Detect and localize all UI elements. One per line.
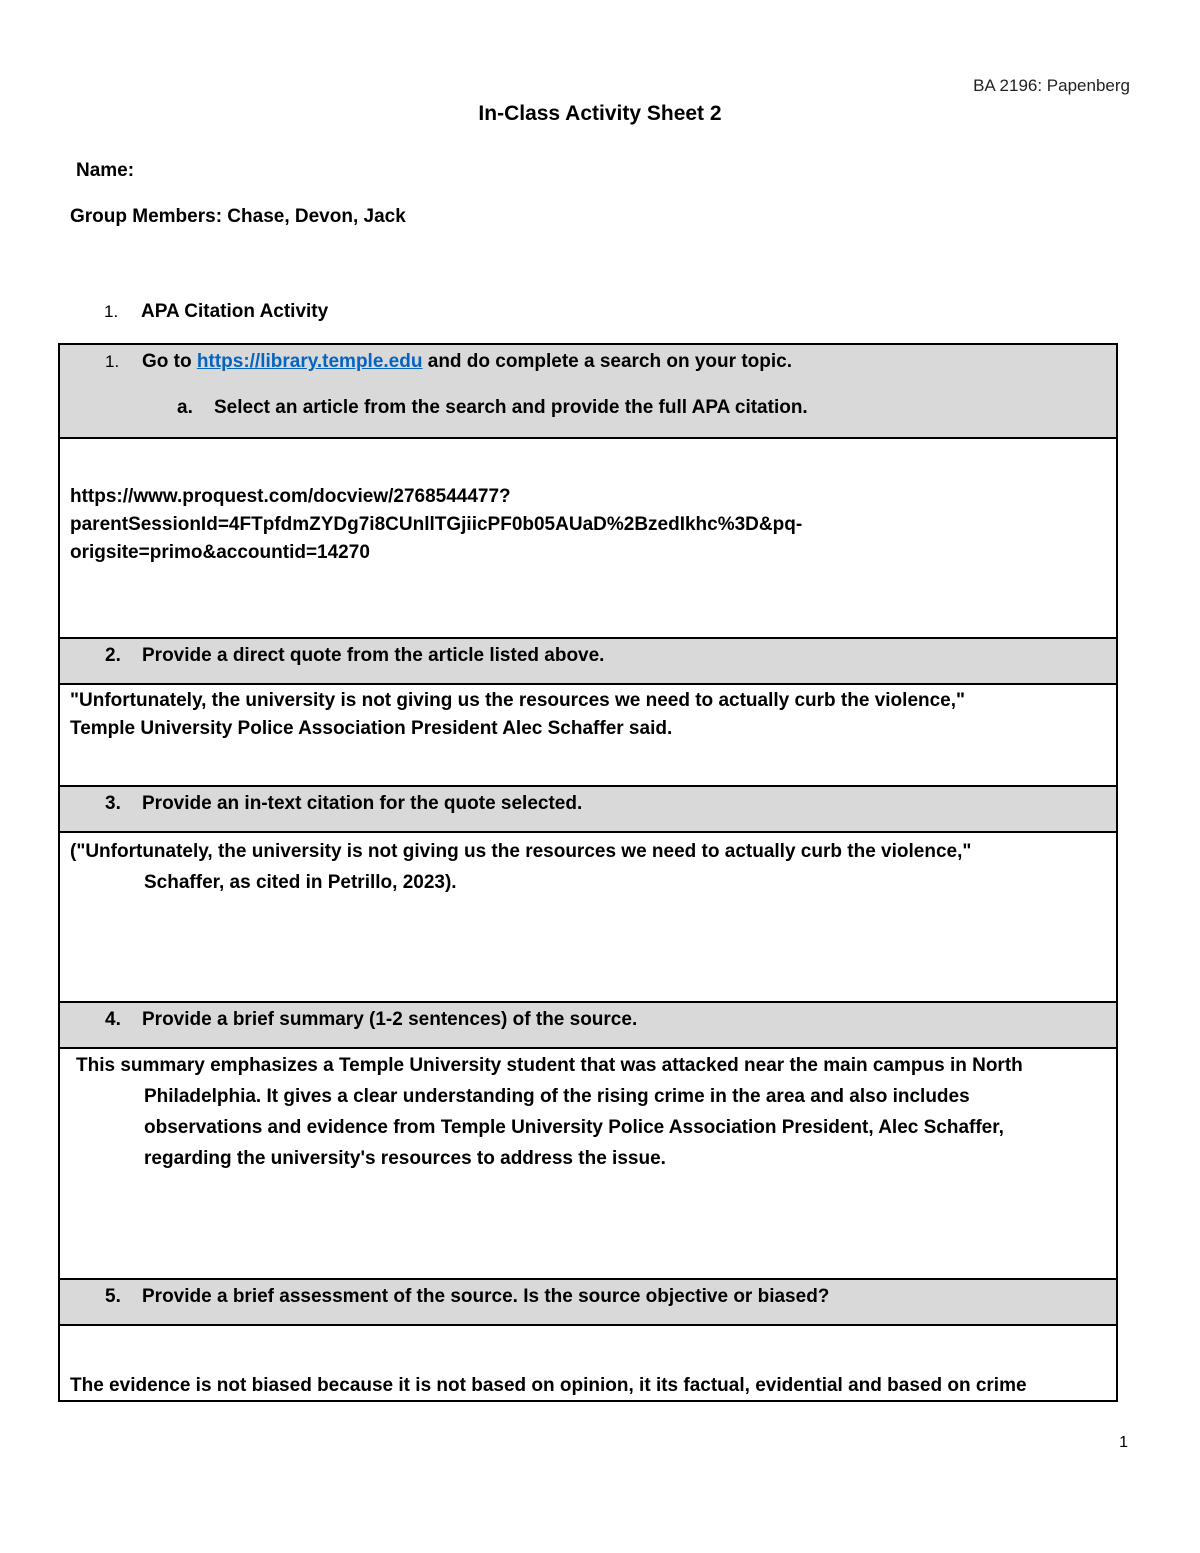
group-members: Group Members: Chase, Devon, Jack bbox=[70, 206, 406, 227]
sub-question-text: Select an article from the search and provide the full APA citation. bbox=[214, 397, 808, 418]
question-3-cell bbox=[59, 786, 1117, 832]
question-5 bbox=[60, 1280, 1116, 1311]
question-2-cell bbox=[59, 638, 1117, 684]
section-heading bbox=[104, 301, 328, 323]
answer-3 bbox=[60, 833, 1116, 898]
question-1-prefix: Go to bbox=[142, 351, 197, 372]
page-title: In-Class Activity Sheet 2 bbox=[478, 102, 722, 125]
question-number: 1. bbox=[105, 352, 120, 371]
question-5-cell bbox=[59, 1279, 1117, 1325]
question-number: 3. bbox=[105, 793, 121, 814]
question-number: 4. bbox=[105, 1009, 121, 1030]
answer-5-cell bbox=[59, 1325, 1117, 1401]
section-number: 1. bbox=[104, 302, 119, 321]
question-1 bbox=[60, 345, 1116, 376]
question-3 bbox=[60, 787, 1116, 818]
page-number: 1 bbox=[1119, 1434, 1128, 1451]
question-2 bbox=[60, 639, 1116, 670]
question-text: Provide an in-text citation for the quote selected. bbox=[142, 793, 583, 814]
answer-line: ("Unfortunately, the university is not giving us the resources we need to actually curb the violence," bbox=[70, 841, 972, 862]
answer-2-cell bbox=[59, 684, 1117, 786]
answer-line: "Unfortunately, the university is not giving us the resources we need to actually curb the violence," bbox=[70, 690, 966, 711]
name-label: Name: bbox=[76, 160, 135, 181]
answer-line: This summary emphasizes a Temple University student that was attacked near the main campus in North bbox=[76, 1055, 1023, 1076]
question-text: Provide a direct quote from the article listed above. bbox=[142, 645, 605, 666]
question-4-cell bbox=[59, 1002, 1117, 1048]
course-header: BA 2196: Papenberg bbox=[973, 76, 1130, 95]
activity-table bbox=[58, 343, 1118, 1402]
answer-line: https://www.proquest.com/docview/2768544477? bbox=[70, 486, 511, 507]
question-1-suffix: and do complete a search on your topic. bbox=[422, 351, 792, 372]
answer-line: Schaffer, as cited in Petrillo, 2023). bbox=[144, 872, 457, 893]
question-text: Provide a brief assessment of the source. Is the source objective or biased? bbox=[142, 1286, 830, 1307]
question-1a bbox=[60, 376, 1116, 422]
answer-line: origsite=primo&accountid=14270 bbox=[70, 542, 370, 563]
question-text: Provide a brief summary (1-2 sentences) of the source. bbox=[142, 1009, 638, 1030]
question-4 bbox=[60, 1003, 1116, 1034]
answer-5 bbox=[60, 1326, 1116, 1400]
section-label: APA Citation Activity bbox=[141, 301, 329, 322]
answer-line: parentSessionId=4FTpfdmZYDg7i8CUnllTGjiicPF0b05AUaD%2BzedIkhc%3D&pq- bbox=[70, 514, 803, 535]
answer-line: The evidence is not biased because it is not based on opinion, it its factual, evidential and based on crime bbox=[70, 1375, 1027, 1396]
answer-3-cell bbox=[59, 832, 1117, 1002]
library-link[interactable]: https://library.temple.edu bbox=[196, 351, 423, 372]
answer-1-cell bbox=[59, 438, 1117, 638]
answer-line: Temple University Police Association President Alec Schaffer said. bbox=[70, 718, 673, 739]
answer-4-cell bbox=[59, 1048, 1117, 1279]
answer-line: regarding the university's resources to address the issue. bbox=[144, 1148, 666, 1169]
answer-2 bbox=[60, 685, 1116, 743]
answer-4 bbox=[60, 1049, 1116, 1174]
question-1-cell bbox=[59, 344, 1117, 438]
answer-line: observations and evidence from Temple University Police Association President, Alec Schaffer, bbox=[144, 1117, 1004, 1138]
sub-question-letter: a. bbox=[177, 397, 193, 418]
answer-line: Philadelphia. It gives a clear understanding of the rising crime in the area and also includes bbox=[144, 1086, 970, 1107]
question-number: 5. bbox=[105, 1286, 121, 1307]
question-number: 2. bbox=[105, 645, 121, 666]
answer-1 bbox=[60, 439, 1116, 567]
